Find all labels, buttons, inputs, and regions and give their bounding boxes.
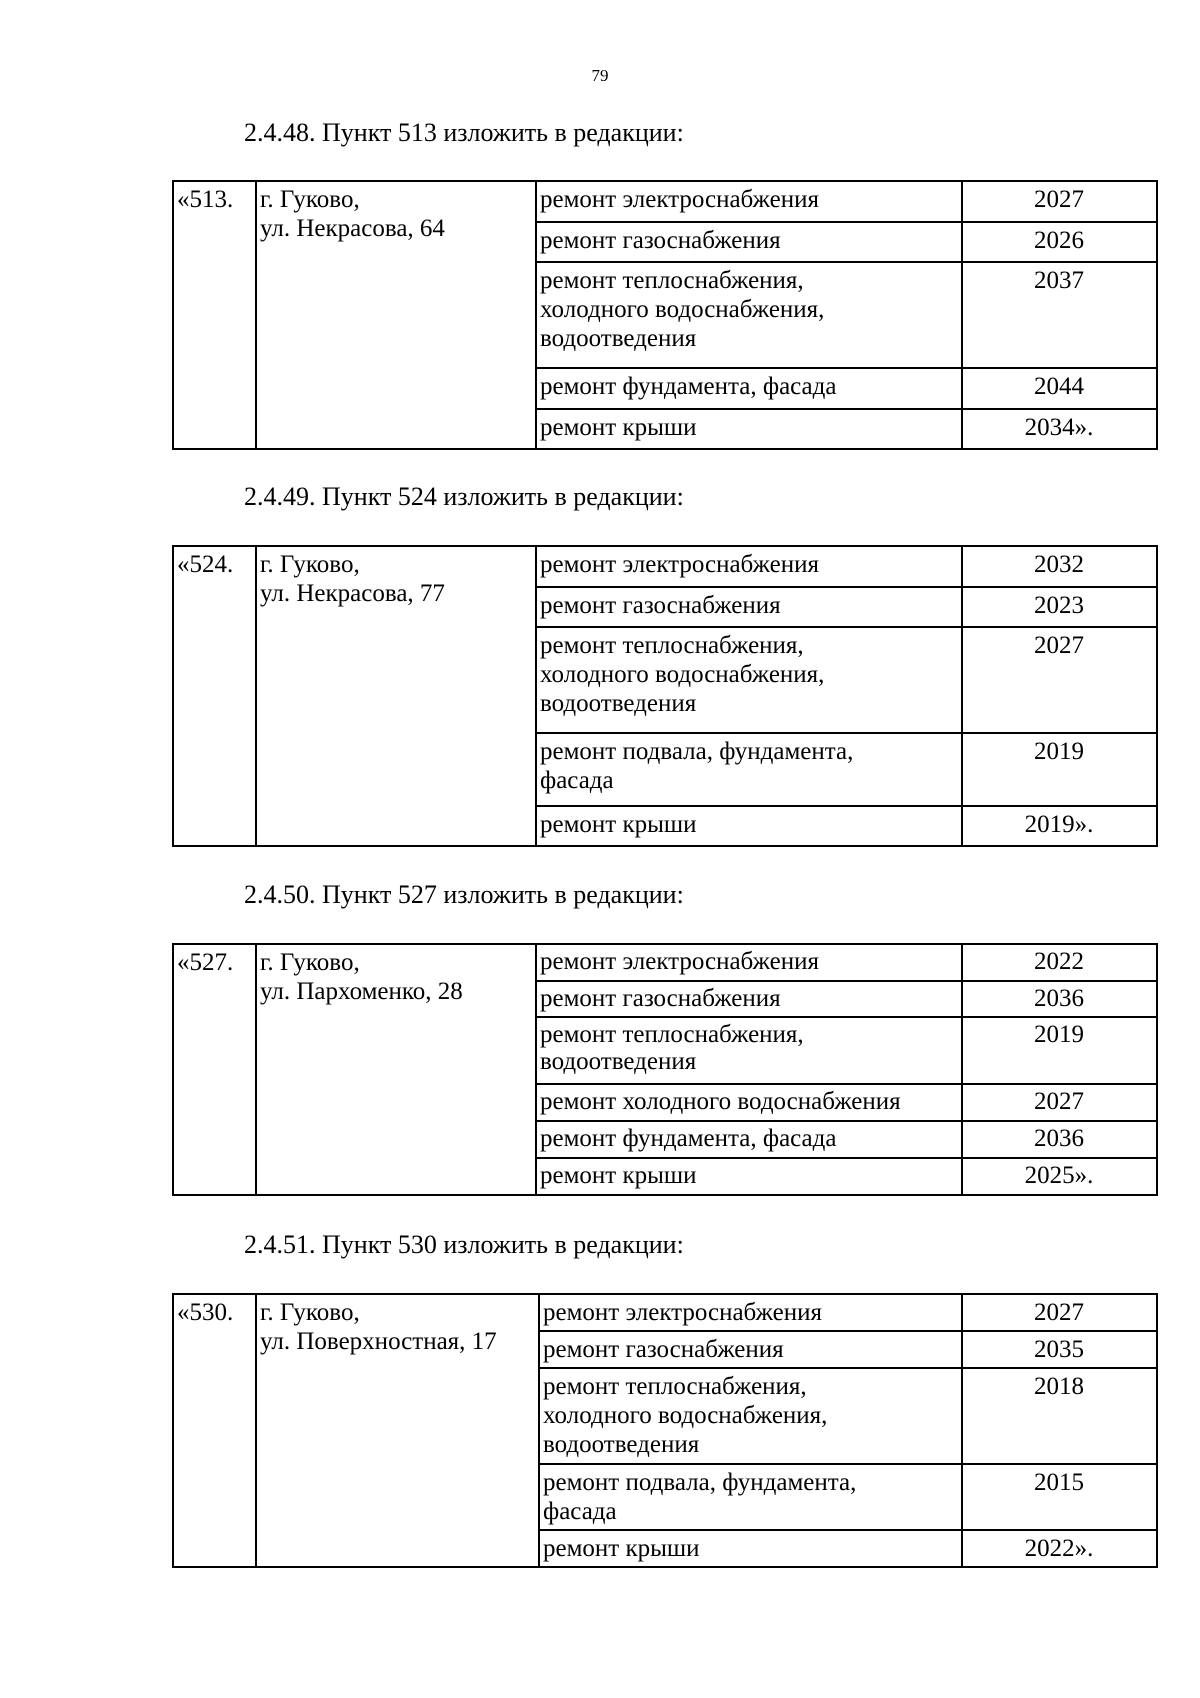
year-cell: 2019». xyxy=(962,806,1157,846)
work-line: ремонт теплоснабжения, xyxy=(540,632,804,659)
work-cell xyxy=(536,368,962,409)
work-line: водоотведения xyxy=(540,690,697,717)
work-line: ремонт подвала, фундамента, xyxy=(543,1469,857,1496)
work-line: ремонт газоснабжения xyxy=(543,1336,784,1363)
clause-heading: 2.4.50. Пункт 527 изложить в редакции: xyxy=(244,880,684,909)
work-line: ремонт теплоснабжения, xyxy=(540,267,804,294)
work-line: ремонт газоснабжения xyxy=(540,985,781,1012)
clause-heading: 2.4.51. Пункт 530 изложить в редакции: xyxy=(244,1230,684,1259)
year-cell: 2025». xyxy=(962,1158,1157,1195)
work-cell xyxy=(536,1084,962,1121)
work-line: ремонт фундамента, фасада xyxy=(540,1125,837,1152)
work-line: водоотведения xyxy=(540,325,697,352)
work-cell xyxy=(536,806,962,846)
work-line: фасада xyxy=(540,767,614,794)
repair-table xyxy=(172,1293,1158,1568)
work-cell xyxy=(536,981,962,1017)
address-city: г. Гуково, xyxy=(260,551,360,578)
work-line: ремонт электроснабжения xyxy=(540,186,819,213)
address-cell xyxy=(256,546,536,846)
year-cell: 2027 xyxy=(962,1084,1157,1121)
work-line: ремонт холодного водоснабжения xyxy=(540,1088,901,1115)
work-line: ремонт крыши xyxy=(540,414,697,441)
year-cell: 2022». xyxy=(962,1530,1157,1567)
repair-table xyxy=(172,545,1158,847)
work-cell xyxy=(539,1530,962,1567)
work-cell xyxy=(536,222,962,262)
work-line: ремонт крыши xyxy=(540,811,697,838)
work-line: холодного водоснабжения, xyxy=(540,296,825,323)
work-cell xyxy=(539,1331,962,1368)
work-cell xyxy=(539,1368,962,1464)
item-number: «524. xyxy=(173,546,256,846)
work-cell xyxy=(536,546,962,587)
year-cell: 2022 xyxy=(962,944,1157,981)
address-street: ул. Пархоменко, 28 xyxy=(260,978,463,1005)
work-line: водоотведения xyxy=(543,1431,700,1458)
work-line: холодного водоснабжения, xyxy=(540,661,825,688)
work-line: ремонт газоснабжения xyxy=(540,592,781,619)
work-line: ремонт газоснабжения xyxy=(540,227,781,254)
address-cell xyxy=(256,181,536,449)
work-cell xyxy=(536,944,962,981)
page-number: 79 xyxy=(591,66,609,85)
clause-heading: 2.4.48. Пункт 513 изложить в редакции: xyxy=(244,118,684,147)
work-cell xyxy=(536,1121,962,1158)
work-cell xyxy=(536,1158,962,1195)
year-cell: 2037 xyxy=(962,262,1157,368)
address-cell xyxy=(256,1294,539,1567)
address-city: г. Гуково, xyxy=(260,949,360,976)
item-number: «513. xyxy=(173,181,256,449)
work-cell xyxy=(536,733,962,806)
year-cell: 2036 xyxy=(962,1121,1157,1158)
address-city: г. Гуково, xyxy=(260,186,360,213)
year-cell: 2023 xyxy=(962,587,1157,627)
work-cell xyxy=(536,587,962,627)
work-cell xyxy=(539,1464,962,1530)
work-line: фасада xyxy=(543,1498,617,1525)
address-cell xyxy=(256,944,536,1195)
work-line: ремонт электроснабжения xyxy=(540,551,819,578)
year-cell: 2019 xyxy=(962,1017,1157,1084)
clause-heading: 2.4.49. Пункт 524 изложить в редакции: xyxy=(244,482,684,511)
address-street: ул. Поверхностная, 17 xyxy=(260,1328,497,1355)
work-line: ремонт электроснабжения xyxy=(543,1299,822,1326)
repair-table xyxy=(172,180,1158,450)
work-cell xyxy=(536,181,962,222)
year-cell: 2034». xyxy=(962,409,1157,449)
item-number: «530. xyxy=(173,1294,256,1567)
work-line: холодного водоснабжения, xyxy=(543,1402,828,1429)
year-cell: 2027 xyxy=(962,627,1157,733)
year-cell: 2036 xyxy=(962,981,1157,1017)
work-line: ремонт теплоснабжения, xyxy=(540,1021,804,1048)
work-cell xyxy=(536,262,962,368)
year-cell: 2018 xyxy=(962,1368,1157,1464)
address-street: ул. Некрасова, 77 xyxy=(260,580,445,607)
year-cell: 2027 xyxy=(962,1294,1157,1331)
work-line: ремонт крыши xyxy=(543,1535,700,1562)
address-city: г. Гуково, xyxy=(260,1299,360,1326)
year-cell: 2035 xyxy=(962,1331,1157,1368)
work-line: ремонт подвала, фундамента, xyxy=(540,738,854,765)
work-line: ремонт электроснабжения xyxy=(540,948,819,975)
year-cell: 2044 xyxy=(962,368,1157,409)
year-cell: 2015 xyxy=(962,1464,1157,1530)
repair-table xyxy=(172,943,1158,1196)
address-street: ул. Некрасова, 64 xyxy=(260,215,445,242)
year-cell: 2032 xyxy=(962,546,1157,587)
year-cell: 2027 xyxy=(962,181,1157,222)
item-number: «527. xyxy=(173,944,256,1195)
work-cell xyxy=(539,1294,962,1331)
work-line: водоотведения xyxy=(540,1048,697,1075)
work-cell xyxy=(536,409,962,449)
work-line: ремонт крыши xyxy=(540,1162,697,1189)
year-cell: 2026 xyxy=(962,222,1157,262)
work-cell xyxy=(536,627,962,733)
work-line: ремонт теплоснабжения, xyxy=(543,1373,807,1400)
year-cell: 2019 xyxy=(962,733,1157,806)
work-line: ремонт фундамента, фасада xyxy=(540,373,837,400)
work-cell xyxy=(536,1017,962,1084)
